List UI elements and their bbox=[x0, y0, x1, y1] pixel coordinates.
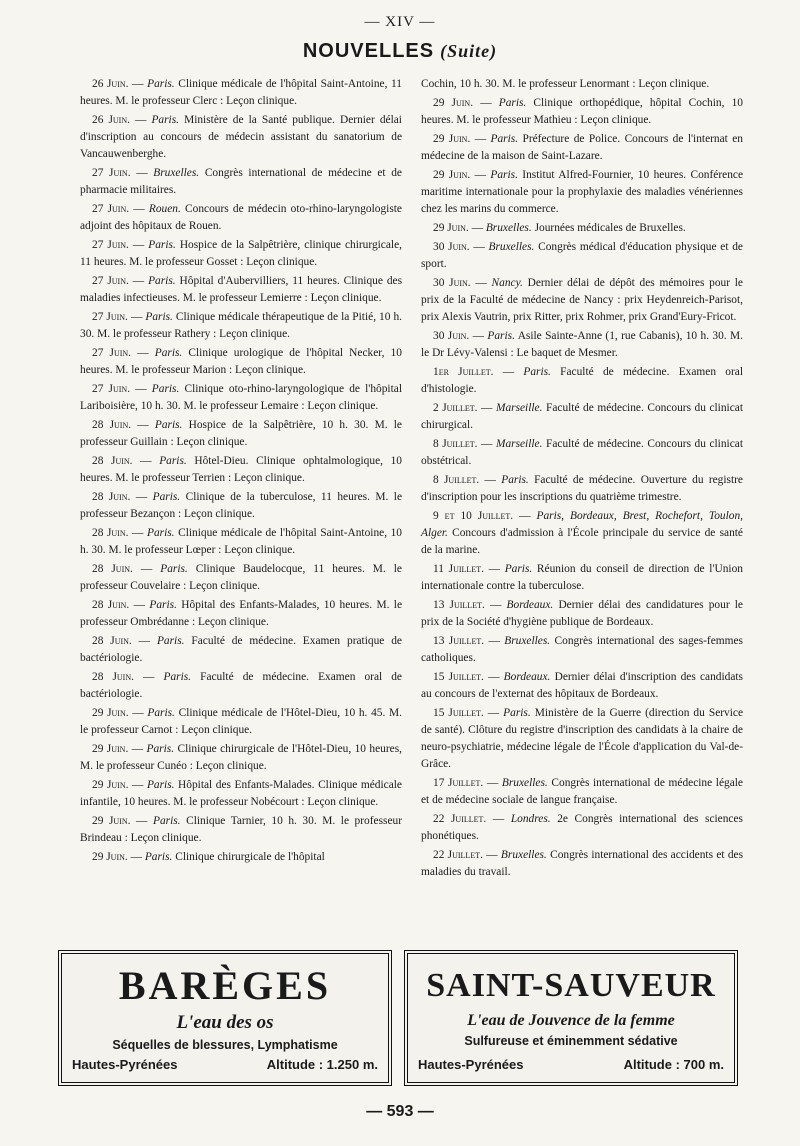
news-entry: 22 Juillet. — Bruxelles. Congrès international des accidents et des maladies du travail. bbox=[421, 849, 744, 878]
entry-text: Hôtel-Dieu. Clinique ophtalmologique, 10 heures. M. le professeur Terrien : Leçon clinique. bbox=[80, 455, 402, 484]
news-entry: 17 Juillet. — Bruxelles. Congrès international de médecine légale et de médecine sociale de langue française. bbox=[421, 777, 743, 806]
ad-name: BARÈGES bbox=[118, 963, 332, 1008]
news-entry: 28 Juin. — Paris. Hospice de la Salpêtrière, 10 h. 30. M. le professeur Guillain : Leçon clinique. bbox=[80, 419, 402, 448]
news-entry: 27 Juin. — Paris. Hospice de la Salpêtrière, clinique chirurgicale, 11 heures. M. le professeur Gosset : Leçon clinique. bbox=[80, 239, 402, 268]
entry-text: Dernier délai de dépôt des mémoires pour le prix de la Faculté de médecine de Nancy : prix Heydenreich-Parisot, prix Alexis Vautrin, prix Ritter, prix Rohmer, prix Grand'Eury-Fricot. bbox=[421, 277, 743, 323]
entry-date: 29 Juin. bbox=[433, 222, 469, 234]
news-entry: 27 Juin. — Bruxelles. Congrès international de médecine et de pharmacie militaires. bbox=[80, 167, 402, 196]
folio: — XIV — bbox=[364, 14, 436, 30]
entry-date: 28 Juin. bbox=[92, 635, 132, 647]
entry-city: Paris. bbox=[154, 347, 183, 359]
news-entry: 8 Juillet. — Paris. Faculté de médecine. Ouverture du registre d'inscription pour les inscriptions du quatrième trimestre. bbox=[421, 474, 743, 503]
entry-date: 30 Juin. bbox=[433, 330, 470, 342]
entry-text: Concours d'admission à l'École principale du service de santé de la marine. bbox=[421, 527, 743, 556]
entry-city: Paris. bbox=[147, 78, 175, 90]
entry-date: 28 Juin. bbox=[92, 527, 129, 539]
news-entry: 1er Juillet. — Paris. Faculté de médecine. Examen oral d'histologie. bbox=[421, 366, 743, 395]
entry-city: Paris. bbox=[148, 275, 176, 287]
news-entry: 29 Juin. — Paris. Clinique chirurgicale de l'hôpital bbox=[92, 851, 325, 863]
entry-city: Paris. bbox=[147, 707, 175, 719]
title-text: NOUVELLES bbox=[302, 40, 435, 62]
left-column bbox=[80, 76, 402, 868]
entry-date: 15 Juillet. bbox=[433, 671, 484, 683]
news-entry: 28 Juin. — Paris. Clinique Baudelocque, 11 heures. M. le professeur Couvelaire : Leçon clinique. bbox=[80, 563, 402, 592]
entry-text: Faculté de médecine. Concours du clinicat chirurgical. bbox=[421, 402, 743, 431]
title-suite: (Suite) bbox=[440, 41, 498, 61]
entry-date: 26 Juin. bbox=[92, 78, 129, 90]
news-entry: 28 Juin. — Paris. Faculté de médecine. Examen oral de bactériologie. bbox=[80, 671, 402, 700]
entry-city: Bruxelles. bbox=[488, 241, 535, 253]
entry-date: 28 Juin. bbox=[92, 599, 130, 611]
entry-city: Paris. bbox=[504, 563, 533, 575]
ad-bareges bbox=[58, 950, 392, 1086]
entry-text: Clinique chirurgicale de l'Hôtel-Dieu, 10 heures, M. le professeur Cunéo : Leçon clinique. bbox=[80, 743, 402, 772]
entry-city: Bruxelles. bbox=[485, 222, 532, 234]
entry-date: 29 Juin. bbox=[92, 743, 129, 755]
entry-city: Paris. bbox=[523, 366, 551, 378]
ad-altitude: Altitude : 1.250 m. bbox=[266, 1057, 378, 1072]
entry-city: Marseille. bbox=[495, 402, 543, 414]
news-entry: 2 Juillet. — Marseille. Faculté de médecine. Concours du clinicat chirurgical. bbox=[421, 402, 743, 431]
news-entry: 28 Juin. — Paris. Clinique de la tuberculose, 11 heures. M. le professeur Bezançon : Leçon clinique. bbox=[80, 491, 402, 520]
entry-date: 27 Juin. bbox=[92, 167, 131, 179]
entry-text: Préfecture de Police. Concours de l'internat en médecine de la maison de Saint-Lazare. bbox=[421, 133, 743, 162]
news-entry: 27 Juin. — Rouen. Concours de médecin oto-rhino-laryngologiste adjoint des hôpitaux de Rouen. bbox=[80, 203, 402, 232]
entry-text: Faculté de médecine. Examen pratique de bactériologie. bbox=[80, 635, 402, 664]
entry-city: Nancy. bbox=[491, 277, 523, 289]
entry-city: Paris. bbox=[149, 599, 177, 611]
news-entry: 29 Juin. — Paris. Clinique médicale de l'Hôtel-Dieu, 10 h. 45. M. le professeur Carnot : Leçon clinique. bbox=[80, 707, 402, 736]
ad-region: Hautes-Pyrénées bbox=[418, 1057, 524, 1072]
entry-date: 9 et 10 Juillet. bbox=[433, 510, 514, 522]
news-entry: 27 Juin. — Paris. Clinique oto-rhino-laryngologique de l'hôpital Lariboisière, 10 h. 30. M. le professeur Lemaire : Leçon clinique. bbox=[80, 383, 402, 412]
entry-text: Hôpital des Enfants-Malades, 10 heures. M. le professeur Ombrédanne : Leçon clinique. bbox=[80, 599, 403, 628]
entry-city: Paris. bbox=[146, 779, 175, 791]
entry-text: Clinique médicale de l'hôpital Saint-Antoine, 10 h. 30. M. le professeur Lœper : Leçon clinique. bbox=[80, 527, 402, 556]
entry-city: Bordeaux. bbox=[506, 599, 554, 611]
page-number: — 593 — bbox=[366, 1103, 434, 1120]
news-entry: 13 Juillet. — Bordeaux. Dernier délai des candidatures pour le prix de la Société d'hygiène publique de Bordeaux. bbox=[421, 599, 743, 628]
entry-date: 28 Juin. bbox=[92, 419, 132, 431]
entry-text: Faculté de médecine. Examen oral de bactériologie. bbox=[80, 671, 402, 700]
entry-text: Journées médicales de Bruxelles. bbox=[534, 222, 686, 234]
entry-text: Clinique Tarnier, 10 h. 30. M. le professeur Brindeau : Leçon clinique. bbox=[80, 815, 403, 844]
news-entry: 29 Juin. — Paris. Clinique chirurgicale de l'Hôtel-Dieu, 10 heures, M. le professeur Cunéo : Leçon clinique. bbox=[80, 743, 402, 772]
ad-subtitle: Séquelles de blessures, Lymphatisme bbox=[112, 1038, 338, 1052]
entry-text: Congrès international des sages-femmes catholiques. bbox=[421, 635, 743, 664]
entry-date: 29 Juin. bbox=[92, 779, 129, 791]
entry-city: Paris. bbox=[501, 474, 529, 486]
entry-text: Clinique orthopédique, hôpital Cochin, 10 heures. M. le professeur Mathieu : Leçon clinique. bbox=[421, 97, 743, 126]
entry-text: Ministère de la Santé publique. Dernier délai d'inscription au concours de médecin assistant du sanatorium de Vancauwenberghe. bbox=[80, 114, 402, 160]
entry-city: Paris. bbox=[503, 707, 531, 719]
news-entry: 15 Juillet. — Paris. Ministère de la Guerre (direction du Service de santé). Clôture du registre d'inscription des candidats à la chaire de neuro-psychiatrie, médecine légale de l'École d'application du Val-de-Grâce. bbox=[421, 707, 744, 770]
entry-text: 2e Congrès international des sciences phonétiques. bbox=[421, 813, 743, 842]
entry-text: Congrès international des accidents et des maladies du travail. bbox=[421, 849, 744, 878]
entry-text: Congrès international de médecine et de pharmacie militaires. bbox=[80, 167, 402, 196]
entry-city: Bruxelles. bbox=[153, 167, 200, 179]
ad-altitude: Altitude : 700 m. bbox=[623, 1057, 724, 1072]
entry-city: Paris. bbox=[151, 114, 179, 126]
entry-city: Bruxelles. bbox=[500, 849, 547, 861]
news-entry: 29 Juin. — Paris. Préfecture de Police. Concours de l'internat en médecine de la maison de Saint-Lazare. bbox=[421, 133, 743, 162]
entry-text: Clinique Baudelocque, 11 heures. M. le professeur Couvelaire : Leçon clinique. bbox=[80, 563, 402, 592]
entry-city: Paris. bbox=[146, 527, 175, 539]
news-entry: 30 Juin. — Bruxelles. Congrès médical d'éducation physique et de sport. bbox=[421, 241, 743, 270]
entry-date: 26 Juin. bbox=[92, 114, 130, 126]
entry-date: 28 Juin. bbox=[92, 671, 134, 683]
entry-city: Paris. bbox=[498, 97, 527, 109]
entry-date: 27 Juin. bbox=[92, 275, 129, 287]
entry-text: Hôpital d'Aubervilliers, 11 heures. Clinique des maladies infectieuses. M. le professeur Lemierre : Leçon clinique. bbox=[80, 275, 402, 304]
ad-name: SAINT-SAUVEUR bbox=[426, 967, 716, 1004]
entry-city: Paris, Bordeaux, Brest, Rochefort, Toulon, Alger. bbox=[421, 510, 743, 539]
entry-date: 28 Juin. bbox=[92, 455, 133, 467]
entry-text: Faculté de médecine. Examen oral d'histologie. bbox=[421, 366, 743, 395]
entry-city: Paris. bbox=[144, 851, 173, 863]
news-entry: 27 Juin. — Paris. Hôpital d'Aubervilliers, 11 heures. Clinique des maladies infectieuses. M. le professeur Lemierre : Leçon clinique. bbox=[80, 275, 402, 304]
entry-city: Bordeaux. bbox=[503, 671, 551, 683]
entry-date: 13 Juillet. bbox=[433, 599, 485, 611]
news-entry: 27 Juin. — Paris. Clinique urologique de l'hôpital Necker, 10 heures. M. le professeur Marion : Leçon clinique. bbox=[80, 347, 402, 376]
news-entry bbox=[421, 76, 743, 93]
entry-date: 8 Juillet. bbox=[433, 474, 480, 486]
news-entry: 11 Juillet. — Paris. Réunion du conseil de direction de l'Union internationale contre la tuberculose. bbox=[421, 563, 743, 592]
entry-city: Paris. bbox=[163, 671, 192, 683]
entry-city: Paris. bbox=[487, 330, 515, 342]
news-entry: 28 Juin. — Paris. Clinique médicale de l'hôpital Saint-Antoine, 10 h. 30. M. le professeur Lœper : Leçon clinique. bbox=[80, 527, 402, 556]
entry-city: Rouen. bbox=[148, 203, 181, 215]
entry-text: Clinique oto-rhino-laryngologique de l'hôpital Lariboisière, 10 h. 30. M. le professeur Lemaire : Leçon clinique. bbox=[80, 383, 402, 412]
entry-text: Clinique de la tuberculose, 11 heures. M. le professeur Bezançon : Leçon clinique. bbox=[80, 491, 402, 520]
ad-subtitle: Sulfureuse et éminemment sédative bbox=[464, 1034, 678, 1048]
entry-date: 27 Juin. bbox=[92, 311, 128, 323]
entry-text: Cochin, 10 h. 30. M. le professeur Lenormant : Leçon clinique. bbox=[421, 78, 710, 90]
entry-date: 30 Juin. bbox=[433, 241, 470, 253]
entry-city: Paris. bbox=[159, 455, 187, 467]
entry-date: 22 Juillet. bbox=[433, 849, 483, 861]
entry-text: Ministère de la Guerre (direction du Service de santé). Clôture du registre d'inscription des candidats à la chaire de neuro-psychiatrie, médecine légale de l'École d'application du Val-de-Grâce. bbox=[421, 707, 744, 770]
entry-city: Paris. bbox=[156, 635, 185, 647]
news-entry: 28 Juin. — Paris. Hôtel-Dieu. Clinique ophtalmologique, 10 heures. M. le professeur Terrien : Leçon clinique. bbox=[80, 455, 402, 484]
entry-date: 27 Juin. bbox=[92, 347, 132, 359]
news-entry: 28 Juin. — Paris. Hôpital des Enfants-Malades, 10 heures. M. le professeur Ombrédanne : Leçon clinique. bbox=[80, 599, 403, 628]
news-entry: 15 Juillet. — Bordeaux. Dernier délai d'inscription des candidats au concours de l'externat des hôpitaux de Bordeaux. bbox=[421, 671, 743, 700]
entry-date: 1er Juillet. bbox=[433, 366, 494, 378]
entry-date: 27 Juin. bbox=[92, 203, 130, 215]
entry-text: Faculté de médecine. Ouverture du registre d'inscription pour les inscriptions du quatrième trimestre. bbox=[421, 474, 743, 503]
entry-date: 11 Juillet. bbox=[433, 563, 484, 575]
entry-date: 29 Juin. bbox=[92, 815, 131, 827]
advertisements bbox=[58, 950, 748, 1094]
news-entry: 29 Juin. — Paris. Clinique Tarnier, 10 h. 30. M. le professeur Brindeau : Leçon clinique. bbox=[80, 815, 403, 844]
ad-slogan: L'eau de Jouvence de la femme bbox=[467, 1012, 675, 1029]
news-entry: 9 et 10 Juillet. — Paris, Bordeaux, Brest, Rochefort, Toulon, Alger. Concours d'admission à l'École principale du service de santé de la marine. bbox=[421, 510, 743, 556]
ad-region: Hautes-Pyrénées bbox=[72, 1057, 178, 1072]
entry-date: 29 Juin. bbox=[92, 851, 128, 863]
entry-text: Congrès médical d'éducation physique et de sport. bbox=[421, 241, 743, 270]
entry-text: Congrès international de médecine légale et de médecine sociale de langue française. bbox=[421, 777, 743, 806]
news-entry: 29 Juin. — Paris. Institut Alfred-Fournier, 10 heures. Conférence maritime internationale pour la prophylaxie des maladies vénériennes chez les marins du commerce. bbox=[421, 169, 743, 215]
entry-city: Paris. bbox=[152, 491, 181, 503]
entry-text: Clinique médicale de l'Hôtel-Dieu, 10 h. 45. M. le professeur Carnot : Leçon clinique. bbox=[80, 707, 402, 736]
entry-date: 29 Juin. bbox=[433, 169, 471, 181]
entry-city: Paris. bbox=[153, 815, 181, 827]
entry-text: Hospice de la Salpêtrière, 10 h. 30. M. le professeur Guillain : Leçon clinique. bbox=[80, 419, 402, 448]
entry-city: Paris. bbox=[154, 419, 183, 431]
entry-date: 13 Juillet. bbox=[433, 635, 485, 647]
news-entry: 29 Juin. — Paris. Clinique orthopédique, hôpital Cochin, 10 heures. M. le professeur Mathieu : Leçon clinique. bbox=[421, 97, 743, 126]
news-entry: 30 Juin. — Paris. Asile Sainte-Anne (1, rue Cabanis), 10 h. 30. M. le Dr Lévy-Valensi : Le baquet de Mesmer. bbox=[421, 330, 743, 359]
news-entry: 30 Juin. — Nancy. Dernier délai de dépôt des mémoires pour le prix de la Faculté de médecine de Nancy : prix Heydenreich-Parisot, prix Alexis Vautrin, prix Ritter, prix Rohmer, prix Grand'Eury-Fricot. bbox=[421, 277, 743, 323]
entry-text: Réunion du conseil de direction de l'Union internationale contre la tuberculose. bbox=[421, 563, 743, 592]
entry-date: 29 Juin. bbox=[433, 97, 474, 109]
news-entry: 28 Juin. — Paris. Faculté de médecine. Examen pratique de bactériologie. bbox=[80, 635, 402, 664]
entry-city: Paris. bbox=[151, 383, 180, 395]
news-entry: 29 Juin. — Bruxelles. Journées médicales de Bruxelles. bbox=[433, 222, 686, 234]
entry-text: Clinique chirurgicale de l'hôpital bbox=[175, 851, 325, 863]
news-entry: 22 Juillet. — Londres. 2e Congrès international des sciences phonétiques. bbox=[421, 813, 743, 842]
entry-text: Concours de médecin oto-rhino-laryngologiste adjoint des hôpitaux de Rouen. bbox=[80, 203, 402, 232]
entry-city: Paris. bbox=[145, 311, 173, 323]
ad-saint-sauveur bbox=[404, 950, 738, 1086]
ad-slogan: L'eau des os bbox=[176, 1012, 274, 1033]
entry-text: Hôpital des Enfants-Malades. Clinique médicale infantile, 10 heures. M. le professeur Nobécourt : Leçon clinique. bbox=[80, 779, 402, 808]
entry-date: 27 Juin. bbox=[92, 239, 129, 251]
entry-text: Institut Alfred-Fournier, 10 heures. Conférence maritime internationale pour la prophylaxie des maladies vénériennes chez les marins du commerce. bbox=[421, 169, 743, 215]
news-entry: 26 Juin. — Paris. Clinique médicale de l'hôpital Saint-Antoine, 11 heures. M. le professeur Clerc : Leçon clinique. bbox=[80, 78, 402, 107]
entry-text: Dernier délai des candidatures pour le prix de la Société d'hygiène publique de Bordeaux. bbox=[421, 599, 743, 628]
entry-date: 22 Juillet. bbox=[433, 813, 487, 825]
entry-city: Bruxelles. bbox=[501, 777, 548, 789]
entry-date: 29 Juin. bbox=[92, 707, 129, 719]
right-column bbox=[421, 76, 743, 883]
entry-date: 17 Juillet. bbox=[433, 777, 484, 789]
entry-text: Hospice de la Salpêtrière, clinique chirurgicale, 11 heures. M. le professeur Gosset : Leçon clinique. bbox=[80, 239, 402, 268]
news-entry: 29 Juin. — Paris. Hôpital des Enfants-Malades. Clinique médicale infantile, 10 heures. M. le professeur Nobécourt : Leçon clinique. bbox=[80, 779, 402, 808]
entry-city: Londres. bbox=[510, 813, 551, 825]
entry-text: Asile Sainte-Anne (1, rue Cabanis), 10 h. 30. M. le Dr Lévy-Valensi : Le baquet de Mesmer. bbox=[421, 330, 743, 359]
entry-city: Paris. bbox=[490, 133, 519, 145]
entry-city: Paris. bbox=[160, 563, 188, 575]
entry-text: Dernier délai d'inscription des candidats au concours de l'externat des hôpitaux de Bordeaux. bbox=[421, 671, 743, 700]
entry-date: 30 Juin. bbox=[433, 277, 471, 289]
entry-text: Clinique médicale thérapeutique de la Pitié, 10 h. 30. M. le professeur Rathery : Leçon clinique. bbox=[80, 311, 403, 340]
entry-city: Paris. bbox=[148, 239, 176, 251]
entry-date: 29 Juin. bbox=[433, 133, 471, 145]
news-entry: 26 Juin. — Paris. Ministère de la Santé publique. Dernier délai d'inscription au concours de médecin assistant du sanatorium de Vancauwenberghe. bbox=[80, 114, 402, 160]
entry-date: 15 Juillet. bbox=[433, 707, 484, 719]
entry-city: Paris. bbox=[146, 743, 175, 755]
entry-date: 2 Juillet. bbox=[433, 402, 478, 414]
entry-date: 28 Juin. bbox=[92, 563, 133, 575]
news-entry: 8 Juillet. — Marseille. Faculté de médecine. Concours du clinicat obstétrical. bbox=[421, 438, 743, 467]
entry-city: Bruxelles. bbox=[504, 635, 551, 647]
news-entry: 27 Juin. — Paris. Clinique médicale thérapeutique de la Pitié, 10 h. 30. M. le professeur Rathery : Leçon clinique. bbox=[80, 311, 403, 340]
entry-city: Marseille. bbox=[495, 438, 543, 450]
entry-text: Clinique médicale de l'hôpital Saint-Antoine, 11 heures. M. le professeur Clerc : Leçon clinique. bbox=[80, 78, 402, 107]
entry-date: 8 Juillet. bbox=[433, 438, 478, 450]
page-title bbox=[0, 40, 800, 63]
news-entry: 13 Juillet. — Bruxelles. Congrès international des sages-femmes catholiques. bbox=[421, 635, 743, 664]
entry-date: 28 Juin. bbox=[92, 491, 131, 503]
entry-city: Paris. bbox=[490, 169, 518, 181]
entry-text: Faculté de médecine. Concours du clinicat obstétrical. bbox=[421, 438, 743, 467]
entry-date: 27 Juin. bbox=[92, 383, 131, 395]
entry-text: Clinique urologique de l'hôpital Necker, 10 heures. M. le professeur Marion : Leçon clinique. bbox=[80, 347, 402, 376]
